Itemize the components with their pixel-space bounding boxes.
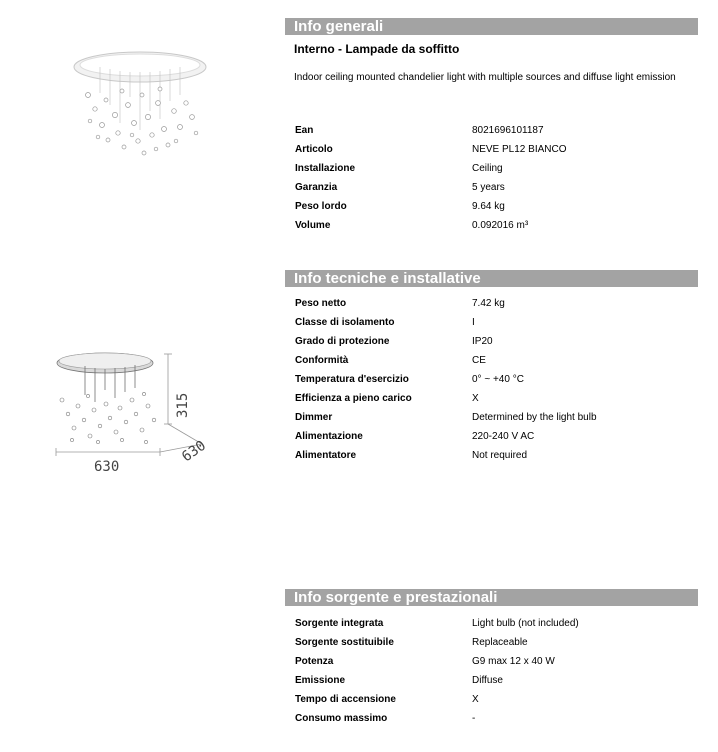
- spec-label: Classe di isolamento: [295, 317, 395, 328]
- spec-row: [285, 125, 699, 144]
- product-photo: [60, 45, 220, 160]
- spec-row: [285, 317, 699, 336]
- spec-row: [285, 637, 699, 656]
- spec-value: 9.64 kg: [472, 201, 505, 212]
- spec-value: Diffuse: [472, 675, 503, 686]
- spec-label: Sorgente sostituibile: [295, 637, 394, 648]
- spec-value: CE: [472, 355, 486, 366]
- spec-label: Peso lordo: [295, 201, 347, 212]
- spec-label: Ean: [295, 125, 314, 136]
- spec-label: Volume: [295, 220, 331, 231]
- spec-row: [285, 431, 699, 450]
- dimension-height: 315: [175, 392, 191, 418]
- spec-label: Tempo di accensione: [295, 694, 396, 705]
- spec-row: [285, 713, 699, 732]
- spec-value: -: [472, 713, 476, 724]
- spec-label: Efficienza a pieno carico: [295, 393, 412, 404]
- spec-row: [285, 355, 699, 374]
- dimension-width: 630: [94, 459, 120, 475]
- spec-row: [285, 618, 699, 637]
- spec-row: [285, 656, 699, 675]
- spec-label: Articolo: [295, 144, 333, 155]
- section-header-general: Info generali: [285, 18, 698, 35]
- spec-label: Alimentazione: [295, 431, 363, 442]
- spec-value: X: [472, 393, 479, 404]
- spec-label: Installazione: [295, 163, 356, 174]
- spec-value: 0.092016 m³: [472, 220, 529, 231]
- spec-label: Conformità: [295, 355, 349, 366]
- spec-label: Dimmer: [295, 412, 333, 423]
- spec-row: [285, 182, 699, 201]
- spec-label: Consumo massimo: [295, 713, 388, 724]
- spec-value: NEVE PL12 BIANCO: [472, 144, 567, 155]
- spec-row: [285, 220, 699, 239]
- spec-row: [285, 694, 699, 713]
- product-category: Interno - Lampade da soffitto: [294, 42, 460, 56]
- spec-value: IP20: [472, 336, 493, 347]
- section-header-technical: Info tecniche e installative: [285, 270, 698, 287]
- spec-label: Sorgente integrata: [295, 618, 384, 629]
- spec-value: 7.42 kg: [472, 298, 505, 309]
- section-header-source: Info sorgente e prestazionali: [285, 589, 698, 606]
- spec-row: [285, 412, 699, 431]
- spec-label: Emissione: [295, 675, 346, 686]
- spec-row: [285, 298, 699, 317]
- spec-value: 220-240 V AC: [472, 431, 535, 442]
- spec-value: I: [472, 317, 475, 328]
- spec-label: Potenza: [295, 656, 334, 667]
- spec-label: Alimentatore: [295, 450, 357, 461]
- spec-label: Temperatura d'esercizio: [295, 374, 409, 385]
- spec-row: [285, 393, 699, 412]
- spec-row: [285, 336, 699, 355]
- spec-value: 8021696101187: [472, 125, 544, 136]
- product-description: Indoor ceiling mounted chandelier light with multiple sources and diffuse light emission: [294, 72, 676, 83]
- spec-value: Light bulb (not included): [472, 618, 579, 629]
- spec-row: [285, 450, 699, 469]
- spec-value: 5 years: [472, 182, 505, 193]
- dimension-depth: 630: [179, 437, 210, 466]
- spec-label: Garanzia: [295, 182, 338, 193]
- spec-row: [285, 163, 699, 182]
- spec-row: [285, 675, 699, 694]
- spec-row: [285, 144, 699, 163]
- spec-value: Not required: [472, 450, 528, 461]
- spec-row: [285, 374, 699, 393]
- spec-value: Replaceable: [472, 637, 528, 648]
- spec-value: Ceiling: [472, 163, 503, 174]
- product-images: [0, 0, 280, 752]
- spec-value: X: [472, 694, 479, 705]
- spec-label: Peso netto: [295, 298, 347, 309]
- spec-value: G9 max 12 x 40 W: [472, 656, 555, 667]
- spec-value: Determined by the light bulb: [472, 412, 597, 423]
- spec-label: Grado di protezione: [295, 336, 390, 347]
- spec-value: 0° ~ +40 °C: [472, 374, 524, 385]
- dimension-drawing: [50, 340, 220, 480]
- spec-row: [285, 201, 699, 220]
